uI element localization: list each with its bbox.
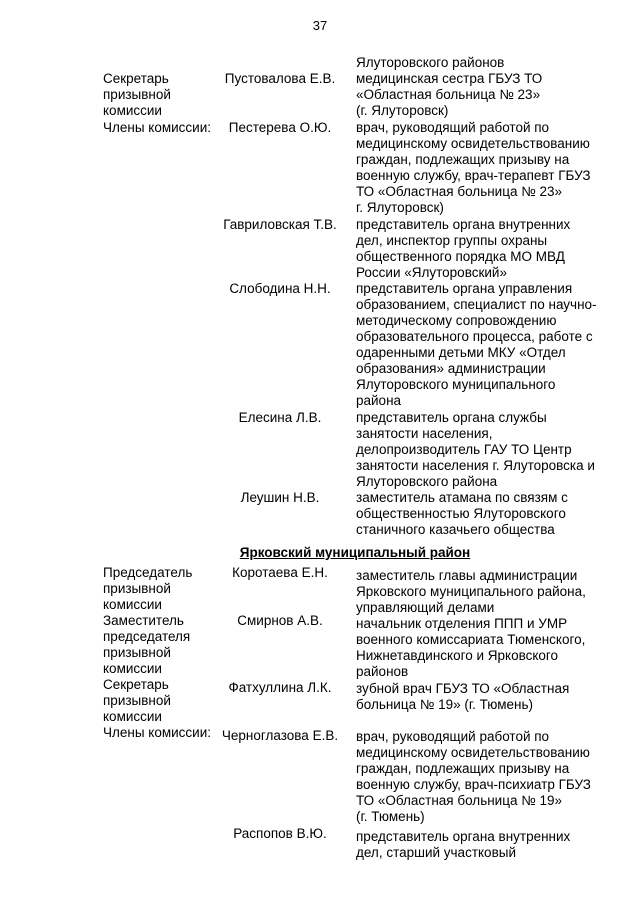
role-label-line: призывной xyxy=(103,693,171,708)
member-position-line: образования» администрации xyxy=(356,361,546,376)
member-position-line: Ялуторовского муниципального xyxy=(356,377,556,392)
member-name-line: Смирнов А.В. xyxy=(237,613,323,628)
member-name-line: Елесина Л.В. xyxy=(238,410,322,425)
role-label-line: комиссии xyxy=(103,597,162,612)
member-position-line: г. Ялуторовск) xyxy=(356,200,444,215)
member-name-line: Гавриловская Т.В. xyxy=(223,217,337,232)
member-position-line: Ялуторовского районов xyxy=(356,55,505,70)
member-position-line: дел, инспектор группы охраны xyxy=(356,233,548,248)
member-position-line: врач, руководящий работой по xyxy=(356,120,550,135)
member-position-line: делопроизводитель ГАУ ТО Центр xyxy=(356,442,572,457)
member-position-line: граждан, подлежащих призыву на xyxy=(356,152,570,167)
member-position-line: занятости населения, xyxy=(356,426,493,441)
role-label-line: призывной xyxy=(103,581,171,596)
role-label-line: Заместитель xyxy=(103,613,184,628)
member-position-line: начальник отделения ППП и УМР xyxy=(356,616,568,631)
member-position-line: военного комиссариата Тюменского, xyxy=(356,632,586,647)
member-position-line: представитель органа службы xyxy=(356,410,547,425)
member-name-line: Черноглазова Е.В. xyxy=(221,728,339,743)
role-label-line: Секретарь xyxy=(103,677,169,692)
role-label-line: комиссии xyxy=(103,661,162,676)
member-name-line: Коротаева Е.Н. xyxy=(232,565,328,580)
member-position-line: больница № 19» (г. Тюмень) xyxy=(356,697,534,712)
member-name-line: Пустовалова Е.В. xyxy=(224,71,336,86)
member-position-line: Ялуторовского района xyxy=(356,474,498,489)
page-number: 37 xyxy=(312,18,328,33)
member-position-line: ТО «Областная больница № 19» xyxy=(356,793,562,808)
member-position-line: представитель органа внутренних xyxy=(356,829,571,844)
member-position-line: общественного порядка МО МВД xyxy=(356,249,565,264)
member-position-line: заместитель главы администрации xyxy=(356,568,578,583)
member-position-line: представитель органа управления xyxy=(356,281,573,296)
member-position-line: военную службу, врач-терапевт ГБУЗ xyxy=(356,168,591,183)
member-position-line: образовательного процесса, работе с xyxy=(356,329,593,344)
member-position-line: представитель органа внутренних xyxy=(356,217,571,232)
member-position-line: ТО «Областная больница № 23» xyxy=(356,184,562,199)
member-position-line: граждан, подлежащих призыву на xyxy=(356,761,570,776)
member-position-line: районов xyxy=(356,664,409,679)
member-position-line: медицинскому освидетельствованию xyxy=(356,136,590,151)
role-label-line: Члены комиссии: xyxy=(103,120,212,135)
member-position-line: одаренными детьми МКУ «Отдел xyxy=(356,345,566,360)
member-position-line: России «Ялуторовский» xyxy=(356,265,507,280)
member-name-line: Слободина Н.Н. xyxy=(229,281,331,296)
member-position-line: медицинская сестра ГБУЗ ТО xyxy=(356,71,543,86)
member-position-line: общественностью Ялуторовского xyxy=(356,506,566,521)
member-position-line: образованием, специалист по научно- xyxy=(356,297,597,312)
role-label-line: комиссии xyxy=(103,709,162,724)
member-position-line: района xyxy=(356,393,402,408)
role-label-line: председателя xyxy=(103,629,191,644)
member-position-line: методическому сопровождению xyxy=(356,313,557,328)
member-name-line: Фатхуллина Л.К. xyxy=(228,680,332,695)
member-position-line: (г. Тюмень) xyxy=(356,809,425,824)
member-position-line: Ярковского муниципального района, xyxy=(356,584,586,599)
member-position-line: заместитель атамана по связям с xyxy=(356,490,568,505)
member-position-line: зубной врач ГБУЗ ТО «Областная xyxy=(356,681,570,696)
member-name-line: Пестерева О.Ю. xyxy=(228,120,332,135)
role-label-line: призывной xyxy=(103,87,171,102)
role-label-line: Секретарь xyxy=(103,71,169,86)
member-position-line: медицинскому освидетельствованию xyxy=(356,745,590,760)
member-position-line: дел, старший участковый xyxy=(356,845,516,860)
role-label-line: Члены комиссии: xyxy=(103,725,212,740)
member-position-line: занятости населения г. Ялуторовска и xyxy=(356,458,595,473)
member-name-line: Леушин Н.В. xyxy=(240,490,320,505)
role-label-line: призывной xyxy=(103,645,171,660)
member-name-line: Распопов В.Ю. xyxy=(233,826,327,841)
member-position-line: Нижнетавдинского и Ярковского xyxy=(356,648,559,663)
role-label-line: комиссии xyxy=(103,103,162,118)
member-position-line: «Областная больница № 23» xyxy=(356,87,541,102)
role-label-line: Председатель xyxy=(103,565,193,580)
member-position-line: станичного казачьего общества xyxy=(356,522,555,537)
member-position-line: военную службу, врач-психиатр ГБУЗ xyxy=(356,777,591,792)
member-position-line: врач, руководящий работой по xyxy=(356,729,550,744)
member-position-line: (г. Ялуторовск) xyxy=(356,103,449,118)
member-position-line: управляющий делами xyxy=(356,600,495,615)
section-title: Ярковский муниципальный район xyxy=(239,545,471,560)
